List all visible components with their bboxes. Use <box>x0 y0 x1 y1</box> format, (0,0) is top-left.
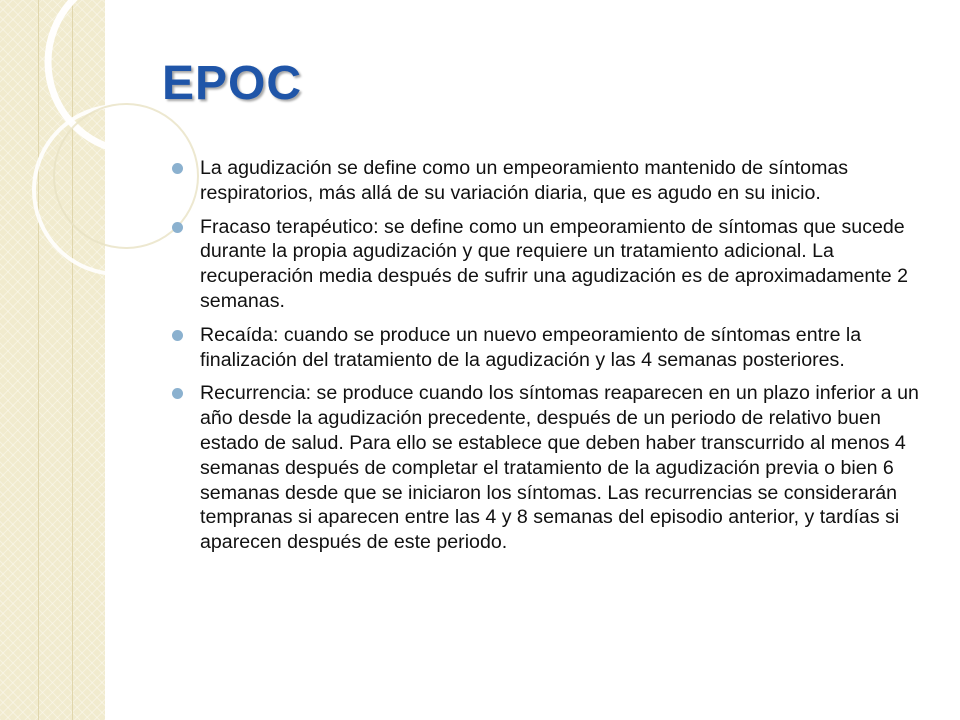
slide-title: EPOC <box>162 57 303 110</box>
bullet-item <box>172 381 932 555</box>
bullet-dot-icon <box>172 330 183 341</box>
bullet-dot-icon <box>172 388 183 399</box>
bullet-dot-icon <box>172 222 183 233</box>
bullet-text: La agudización se define como un empeoramiento mantenido de síntomas respiratorios, más allá de su variación diaria, que es agudo en su inicio. <box>200 157 849 204</box>
bullet-text: Fracaso terapéutico: se define como un empeoramiento de síntomas que sucede durante la propia agudización y que requiere un tratamiento adicional. La recuperación media después de sufrir una agudización es de aproximadamente 2 semanas. <box>200 215 908 312</box>
bullet-text: Recurrencia: se produce cuando los síntomas reaparecen en un plazo inferior a un año desde la agudización precedente, después de un periodo de relativo buen estado de salud. Para ello se establece que deben haber transcurrido al menos 4 semanas después de completar el tratamiento de la agudización previa o bien 6 semanas desde que se iniciaron los síntomas. Las recurrencias se considerarán tempranas si aparecen entre las 4 y 8 semanas del episodio anterior, y tardías si aparecen después de este periodo. <box>200 382 919 554</box>
bullet-item <box>172 215 932 314</box>
bullet-item <box>172 323 932 373</box>
bullet-list <box>172 156 932 564</box>
bullet-item <box>172 156 932 206</box>
bullet-text: Recaída: cuando se produce un nuevo empeoramiento de síntomas entre la finalización del tratamiento de la agudización y las 4 semanas posteriores. <box>200 323 862 371</box>
bullet-dot-icon <box>172 163 183 174</box>
